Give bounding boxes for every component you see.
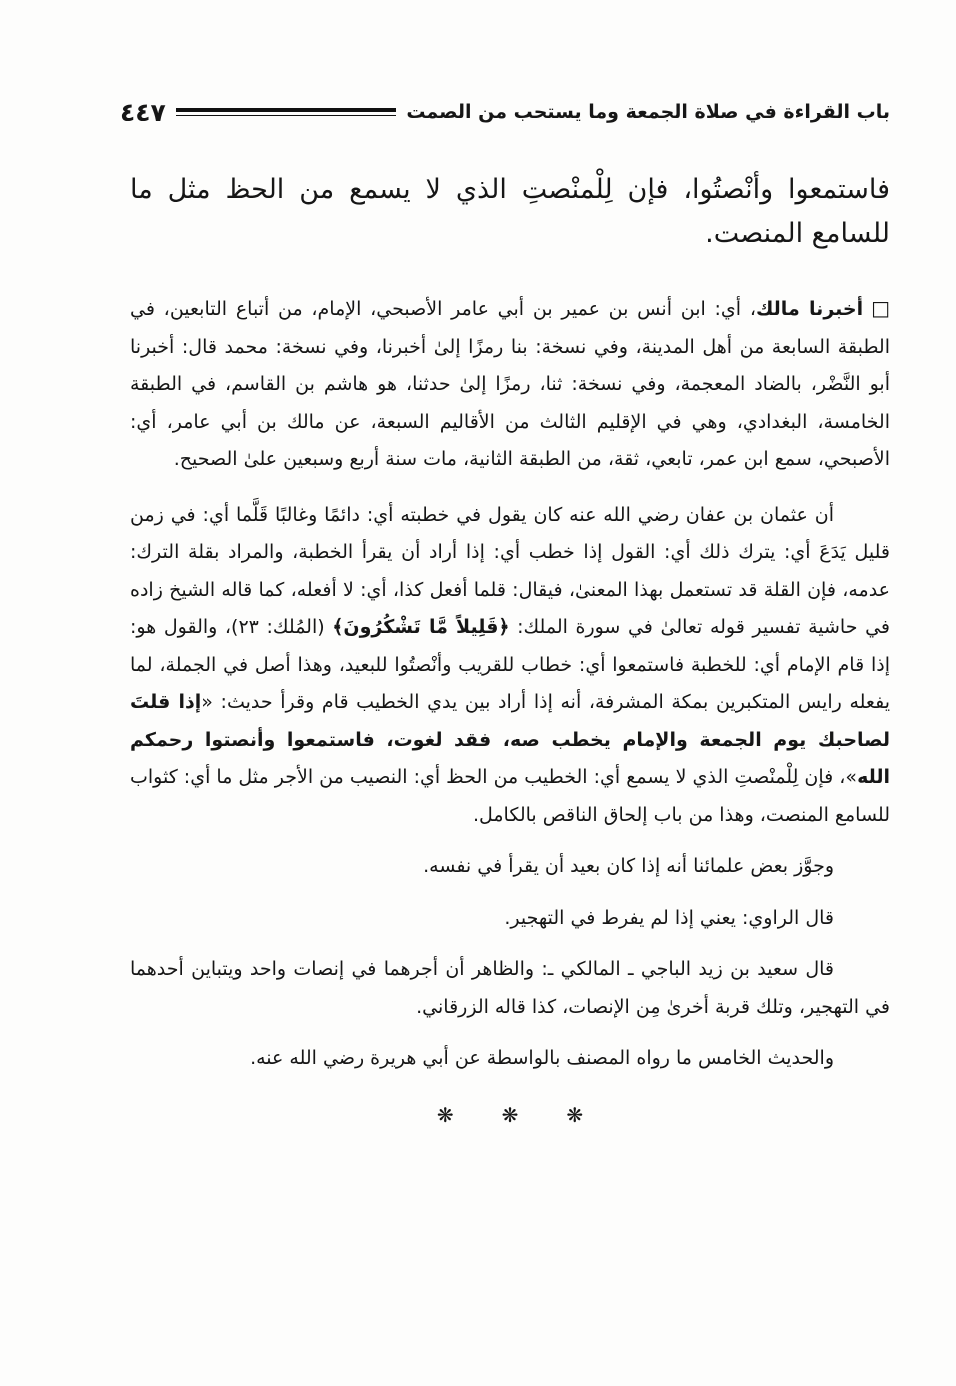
commentary-text-2: (المُلك: ٢٣)، والقول هو: إذا قام الإمام أي: للخطبة فاستمعوا أي: خطاب للقريب وأنْصتُوا للبعيد، وهذا أصل في الجملة، لما يفعله رايس المتكبرين بمكة المشرفة، أنه إذا أراد بين يدي الخطيب قام وقرأ حديث: « xyxy=(130,616,890,713)
narrator-explanation-paragraph: قال الراوي: يعني إذا لم يفرط في التهجير. xyxy=(504,906,834,929)
next-hadith-paragraph: والحديث الخامس ما رواه المصنف بالواسطة عن أبي هريرة رضي الله عنه. xyxy=(250,1047,834,1069)
commentary-text-1: أن عثمان بن عفان رضي الله عنه كان يقول في خطبته أي: دائمًا وغالبًا قَلَّما أي: في زمن قليل يَدَعَ أي: يترك ذلك أي: القول إذا خطب أي: إذا أراد أن يقرأ الخطبة، والمراد بقلة الترك: عدمه، فإن القلة قد تستعمل بهذا المعنىٰ، فيقال: قلما أفعل كذا، أي: لا أفعله، كما قاله الشيخ زاده في حاشية تفسير قوله تعالىٰ في سورة الملك: xyxy=(130,503,890,638)
ornament-asterisk-icon: ❋ xyxy=(501,1102,519,1127)
ornament-asterisk-icon: ❋ xyxy=(436,1102,454,1127)
square-marker-icon: □ xyxy=(871,296,891,320)
ornament-asterisk-icon: ❋ xyxy=(566,1102,584,1127)
narrator-commentary: ، أي: ابن أنس بن عمير بن أبي عامر الأصبحي، الإمام، من أتباع التابعين، في الطبقة السابعة من أهل المدينة، وفي نسخة: بنا رمزًا إلىٰ أخبرنا، وفي نسخة: محمد قال: أخبرنا أبو النَّضْر، بالضاد المعجمة، وفي نسخة: ثنا، رمزًا إلىٰ حدثنا، هو هاشم بن القاسم، في الطبقة الخامسة، البغدادي، وهي في الإقليم الثالث من الأقاليم السبعة، عن مالك بن أبي عامر، أي: الأصبحي، سمع ابن عمر، تابعي، ثقة، من الطبقة الثانية، مات سنة أربع وسبعين علىٰ الصحيح. xyxy=(130,298,890,470)
section-separator xyxy=(130,1100,890,1130)
header-double-rule xyxy=(176,108,397,116)
running-header xyxy=(120,92,890,132)
commentary-text-3: »، فإن لِلْمنْصتِ الذي لا يسمع أي: الخطيب من الحظ أي: النصيب من الأجر مثل ما أي: كثواب للسامع المنصت، وهذا من باب إلحاق الناقص بالكامل. xyxy=(130,766,890,826)
page-body xyxy=(130,168,890,1130)
quran-verse: ﴿قَلِيلاً مَّا تَشْكُرُونَ﴾ xyxy=(332,616,510,638)
opening-hadith-text: فاستمعوا وأنْصتُوا، فإن لِلْمنْصتِ الذي لا يسمع من الحظ مثل ما للسامع المنصت. xyxy=(130,174,890,249)
narrator-commentary-paragraph xyxy=(130,290,890,479)
hadith-quote: إذا قلتَ لصاحبك يوم الجمعة والإمام يخطب صه، فقد لغوت، فاستمعوا وأنصتوا رحمكم الله xyxy=(130,691,890,788)
page-number: ٤٤٧ xyxy=(120,97,166,127)
hadith-commentary-paragraph xyxy=(130,497,890,835)
narrator-lead: أخبرنا مالك xyxy=(755,298,864,320)
chapter-title: باب القراءة في صلاة الجمعة وما يستحب من الصمت xyxy=(406,101,890,123)
scholar-opinion-paragraph: وجوَّز بعض علمائنا أنه إذا كان بعيد أن يقرأ في نفسه. xyxy=(423,855,834,877)
baji-view-paragraph: قال سعيد بن زيد الباجي ـ المالكي ـ: والظاهر أن أجرهما في إنصات واحد ويتباين أحدهما في التهجير، وتلك قربة أخرىٰ مِن الإنصات، كذا قاله الزرقاني. xyxy=(130,958,890,1018)
